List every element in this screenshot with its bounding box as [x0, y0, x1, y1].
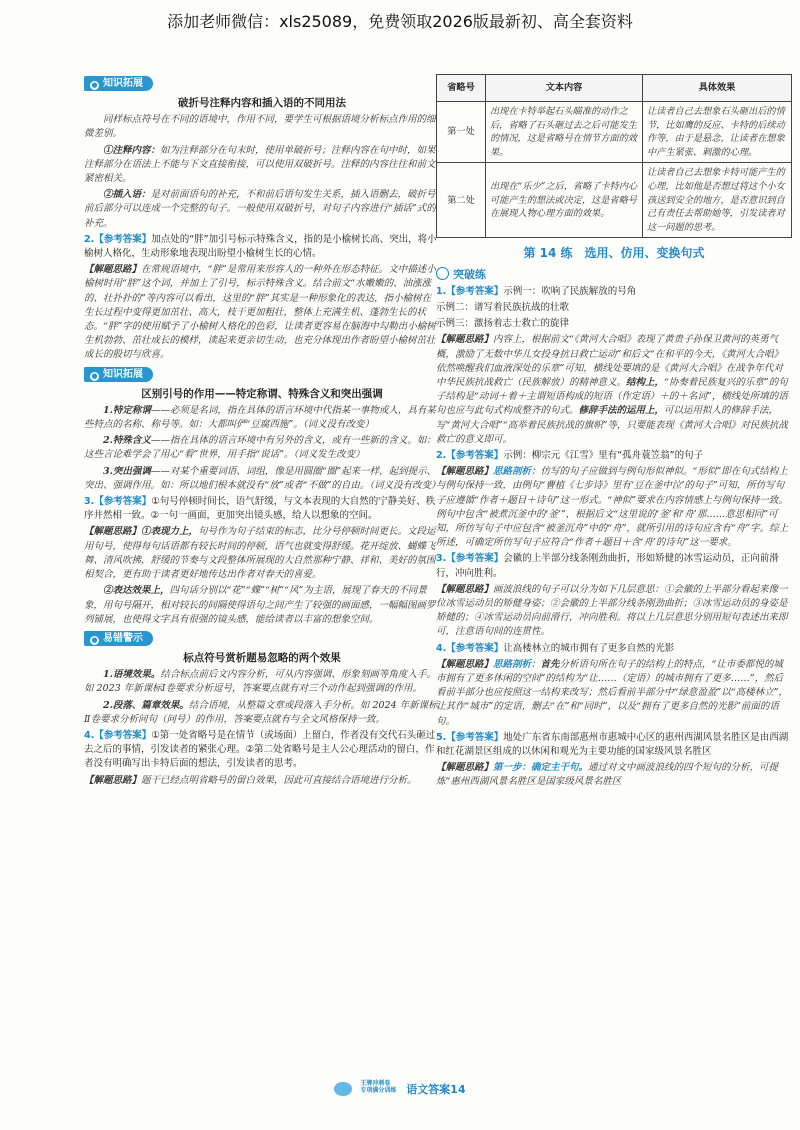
think-2: 【解题思路】思路剖析：仿写的句子应做到与例句形似神似。“形似”即在句式结构上与例句保持一致，由例句“曹植《七步诗》里有‘豆在釜中泣’的句子”可知，所仿写句子应遵循“作者＋题目＋诗句”这一形式。“神似”要求在内容情感上与例句保持一致。例句中包含“被煮沉釜中的‘釜’”，根据后文“这里说的‘釜’和‘舟’那……意思相同”可知，所仿写句子中应包含“被釜沉舟”中的“舟”，就所引用的诗句应含有“舟”字。综上所述，可确定所仿写句子应符合“作者＋题目＋含‘舟’的诗句”这一要求。 [436, 466, 789, 549]
paragraph: 同样标点符号在不同的语境中，作用不同，要学生可根据语境分析标点作用的细微差别。 [84, 114, 436, 140]
page-number: 语文答案14 [406, 1083, 466, 1096]
section-title: 标点符号赏析题易忽略的两个效果 [183, 651, 341, 664]
mascot-icon [334, 1082, 352, 1096]
circle-icon [436, 267, 449, 280]
bullet-icon: ● [91, 635, 98, 644]
table-cell: 让读者自己去想象石头砸出后的情节，比如鹰的反应、卡特的后续动作等，由于是悬念，让读者在想象中产生紧张、刺激的心理。 [643, 102, 792, 163]
answer-3: 3.【参考答案】会徽的上半部分线条刚劲曲折，形如矫健的冰雪运动员，正向前滑行，冲向胜利。 [436, 553, 779, 579]
footer-brand: 王牌冲刺卷 专项满分训练 [360, 1080, 397, 1094]
paragraph: 3.突出强调——对某个重要词语、词组，像是用圆圈“圈”起来一样，起到提示、突出、强调作用。如：所以地们根本就没有“放”或者“不做”的自由。（词义没有改变） [84, 465, 441, 491]
think-4: 【解题思路】题干已经点明省略号的留白效果，因此可直接结合语境进行分析。 [84, 774, 417, 786]
table-cell: 出现在“乐少”之后，省略了卡特内心可能产生的想法或决定，这是省略号在展现人物心理方面的效果。 [486, 163, 643, 238]
think-5: 【解题思路】第一步：确定主干句。通过对文中画波浪线的四个短句的分析，可提炼“惠州西湖风景名胜区是国家级风景名胜区 [436, 762, 779, 788]
answer-1c: 示例三：激扬着志士救亡的旋律 [436, 318, 570, 330]
table-header: 文本内容 [486, 75, 643, 102]
page-footer [0, 1080, 800, 1097]
think-3b: ②表达效果上，四句话分别以“花”“蝶”“树”“风”为主语，展现了春天的不同景象，用句号隔开，相对较长的间隔使得语句之间产生了较强的画面感，一幅幅图画罗列铺展，也使得文字具有很强的镜头感，能给读者以丰富的想象空间。 [84, 585, 436, 625]
paragraph: ②插入语：是对前面语句的补充，不和前后语句发生关系，插入语删去，破折号前后部分可以连成一个完整的句子。一般使用双破折号，对句子内容进行“插话”式的补充。 [84, 189, 436, 229]
think-1: 【解题思路】内容上，根据前文“《黄河大合唱》表现了黄贵子孙保卫黄河的英勇气概，激励了无数中华儿女投身抗日救亡运动”和后文“在和平的今天，《黄河大合唱》依然唤醒我们血液深处的乐章”可知，横线处要填的是《黄河大合唱》在战争年代对中华民族抗战救亡（民族解放）的精神意义。结构上，“协奏着民族复兴的乐章”的句子结构是“动词＋着＋主谓短语构成的短语（作定语）＋的＋名词”，横线处所填的语句也应与此句式构成整齐的句式。修辞手法的运用上，可以运用拟人的修辞手法，写“黄河大合唱”“高举着民族抗战的旗帜”等，只要能表现《黄河大合唱》对民族抗战救亡的意义即可。 [436, 334, 788, 445]
section-title: 破折号注释内容和插入语的不同用法 [178, 97, 346, 109]
answer-1b: 示例二：谱写着民族抗战的壮歌 [436, 301, 570, 313]
answer-4: 4.【参考答案】让高楼林立的城市拥有了更多自然的光影 [436, 642, 675, 654]
warning-tag: ● 易错警示 [84, 631, 153, 646]
think-3: 【解题思路】①表现力上，句号作为句子结束的标志，比分号停顿时间更长。文段运用句号，使得每句话语都有较长时间的停顿，语气也就变得舒缓。花开绽放、蝴蝶飞舞、清风吹拂，舒缓的节奏与文段整体所展现的大自然那种宁静、祥和、美好的氛围相契合，更有助于读者更好地传达出作者对春天的喜爱。 [84, 526, 436, 581]
section-title: 区别引号的作用——特定称谓、特殊含义和突出强调 [141, 387, 383, 400]
breakthrough-heading: 突破练 [436, 267, 792, 282]
ellipsis-table [436, 74, 792, 238]
table-row [437, 163, 792, 238]
answer-3: 3.【参考答案】①句号停顿时间长，语气舒缓，与文本表现的大自然的宁静美好、秩序井然相一致。②一句一画面，更加突出镜头感，给人以想象的空间。 [84, 496, 436, 522]
paragraph: 2.特殊含义——指在具体的语言环境中有另外的含义，或有一些新的含义。如：这些言论难学会了用心“看”世界，用手指“说话”。（词义发生改变） [84, 435, 436, 461]
table-row [437, 102, 792, 163]
paragraph: 1.语境效果。结合标点前后文内容分析，可从内容强调、形象刻画等角度入手。如 2023 年新课标Ⅰ卷要求分析逗号，答案要点就有对三个动作起到强调的作用。 [84, 669, 436, 695]
answer-4: 4.【参考答案】①第一处省略号是在情节（或场面）上留白，作者没有交代石头砸过去之后的事情，引发读者的紧张心理。②第二处省略号是主人公心理活动的留白，作者没有明确写出卡特后面的想法，引发读者的思考。 [84, 729, 436, 770]
bullet-icon: ● [91, 81, 98, 89]
answer-2: 2.【参考答案】加点处的“胖”加引号标示特殊含义，指的是小榆树长高、突出，将小榆树人格化，生动形象地表现出盼望小榆树生长的心情。 [84, 233, 437, 260]
table-cell: 让读者自己去想象卡特可能产生的心理，比如他是否想过将这个小女孩送到安全的地方，是否意识到自己有责任去帮助她等，引发读者对这一问题的思考。 [643, 163, 792, 238]
lesson-title: 第 14 练 选用、仿用、变换句式 [523, 246, 705, 261]
right-column [436, 74, 792, 792]
left-column [84, 74, 440, 790]
table-header: 省略号 [437, 75, 486, 102]
table-cell: 第二处 [437, 163, 486, 238]
answer-1: 1.【参考答案】示例一：吹响了民族解放的号角 [436, 285, 637, 297]
top-banner: 添加老师微信：xls25089，免费领取2026版最新初、高全套资料 [167, 12, 633, 31]
answer-5: 5.【参考答案】地处广东省东南部惠州市惠城中心区的惠州西湖风景名胜区是由西湖和红花湖景区组成的以休闲和观光为主要功能的国家级风景名胜区 [436, 731, 789, 758]
answer-2: 2.【参考答案】示例：柳宗元《江雪》里有“孤舟蓑笠翁”的句子 [436, 449, 704, 461]
table-cell: 出现在卡特举起石头瞄准的动作之后，省略了石头砸过去之后可能发生的情况，这是省略号在情节方面的效果。 [486, 102, 643, 163]
think-2: 【解题思路】在常规语境中，“胖”是常用来形容人的一种外在形态特征。文中描述小榆树时用“胖”这个词，并加上了引号，标示特殊含义。结合前文“水嫩嫩的、油涨涨的、壮扑扑的”等内容可以看出，这里的“胖”其实是一种形象化的表达，指小榆树在生长过程中变得更加茁壮、高大，枝干更加粗壮，整体上充满生机、蓬勃生长的状态。“胖”字的使用赋予了小榆树人格化的色彩，让读者更容易在脑海中勾勒出小榆树生机勃勃、茁壮成长的模样，读起来更亲切生动，也充分体现出作者盼望小榆树茁壮成长的殷切与欣喜。 [84, 264, 436, 361]
think-3: 【解题思路】画波浪线的句子可以分为如下几层意思：①会徽的上半部分看起来像一位冰雪运动员的矫健身姿；②会徽的上半部分线条刚劲曲折；③冰雪运动员的身姿是矫健的；④冰雪运动员向前滑行，冲向胜利。将以上几层意思分别用短句表述出来即可，注意语句间的连贯性。 [436, 583, 788, 638]
paragraph: 2.段落、篇章效果。结合语境，从整篇文章或段落入手分析。如 2024 年新课标Ⅱ卷要求分析问句（问号）的作用，答案要点就有与全文风格保持一致。 [84, 699, 438, 725]
paragraph: ①注释内容：如为注释部分在句末时，使用单破折号；注释内容在句中时，如果注释部分在语法上不能与下文直接衔接，可以使用双破折号。注释的内容往往和前文紧密相关。 [84, 144, 436, 185]
knowledge-tag: ● 知识拓展 [84, 76, 153, 91]
think-4: 【解题思路】思路剖析：首先分析语句所在句子的结构上的特点，“让市委都悦的城市拥有了更多休闲的空间”的结构为“让……（定语）的城市拥有了更多……”，然后看前半部分也应按照这一结构来改写；然后看前半部分中“绿意盈盈”以“高楼林立”，让其作“城市”的定语，删去“在”和“同时”，以及“拥有了更多自然的光影”前面的语句。 [436, 658, 788, 727]
table-cell: 第一处 [437, 102, 486, 163]
table-header: 具体效果 [643, 75, 792, 102]
bullet-icon: ● [91, 371, 98, 380]
table-header-row [437, 75, 792, 102]
knowledge-tag: ● 知识拓展 [84, 367, 153, 382]
paragraph: 1.特定称谓——必须是名词，指在具体的语言环境中代指某一事物或人，具有某些特点的名称、称号等。如：大都叫俨“豆腐西施”。（词义没有改变） [84, 404, 436, 431]
